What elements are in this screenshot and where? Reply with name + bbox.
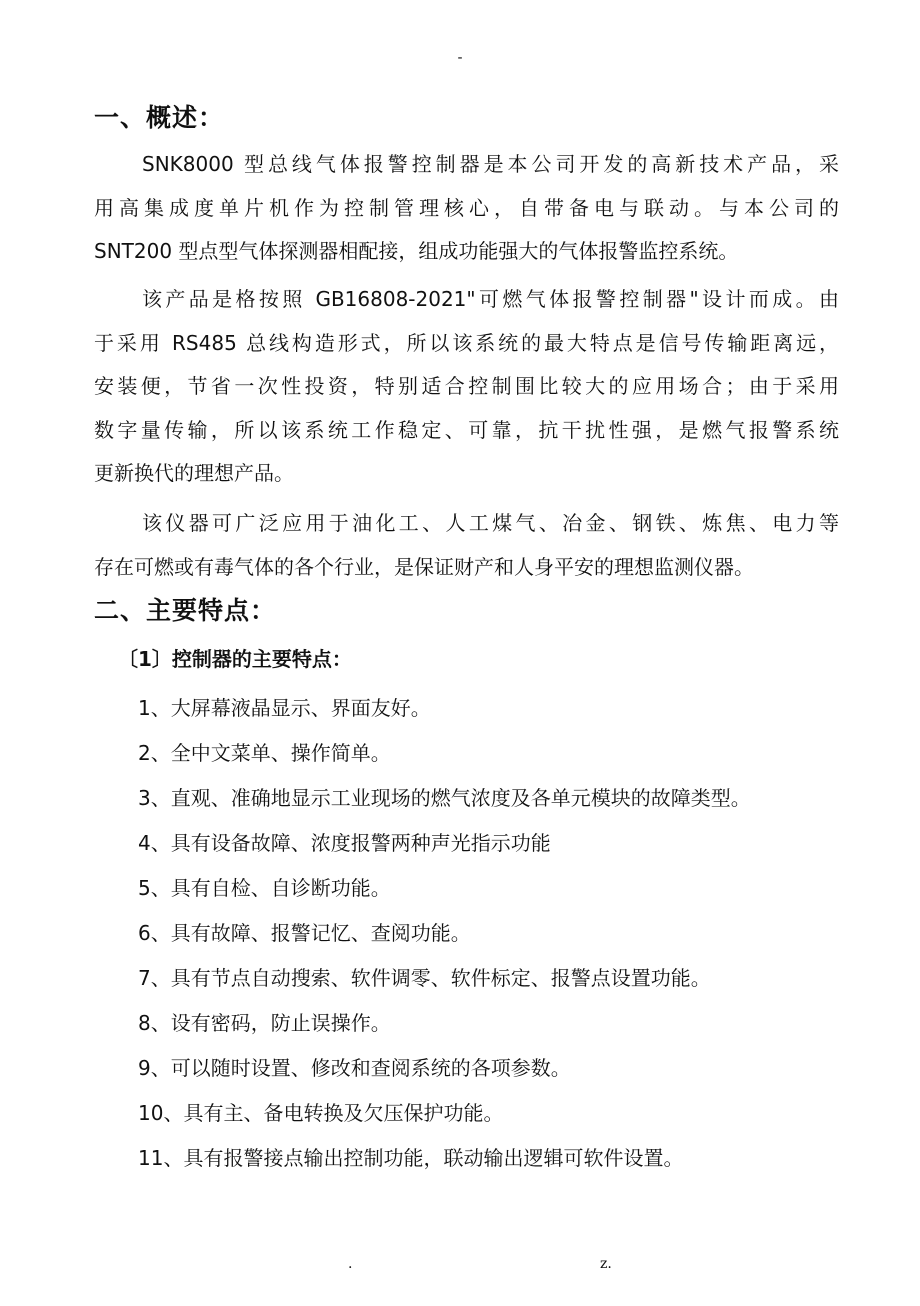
feature-item: 9、可以随时设置、修改和查阅系统的各项参数。 — [138, 1056, 571, 1080]
overview-paragraph-1 — [94, 143, 839, 274]
subheading-controller-features: 〔1〕控制器的主要特点： — [118, 647, 352, 671]
feature-item: 10、具有主、备电转换及欠压保护功能。 — [138, 1101, 504, 1125]
paragraph-line: 安装便，节省一次性投资，特别适合控制围比较大的应用场合；由于采用 — [94, 374, 839, 398]
paragraph-line: 于采用 RS485 总线构造形式，所以该系统的最大特点是信号传输距离远， — [94, 330, 839, 355]
feature-item: 3、直观、准确地显示工业现场的燃气浓度及各单元模块的故障类型。 — [138, 786, 751, 810]
page-header-mark: - — [457, 50, 463, 66]
feature-item: 5、具有自检、自诊断功能。 — [138, 876, 391, 900]
feature-list — [138, 686, 751, 1181]
page-footer — [0, 1256, 920, 1276]
footer-left-mark: . — [348, 1256, 353, 1272]
feature-item: 4、具有设备故障、浓度报警两种声光指示功能 — [138, 831, 551, 855]
section-heading-overview: 一、概述： — [94, 103, 225, 132]
paragraph-line: 该仪器可广泛应用于油化工、人工煤气、冶金、钢铁、炼焦、电力等 — [142, 511, 839, 535]
overview-paragraph-2 — [94, 278, 839, 496]
paragraph-line: 该产品是格按照 GB16808-2021"可燃气体报警控制器"设计而成。由 — [142, 287, 839, 311]
overview-paragraph-3 — [94, 502, 839, 589]
paragraph-line: SNT200 型点型气体探测器相配接，组成功能强大的气体报警监控系统。 — [94, 239, 739, 263]
feature-item: 6、具有故障、报警记忆、查阅功能。 — [138, 921, 471, 945]
paragraph-line: 用高集成度单片机作为控制管理核心，自带备电与联动。与本公司的 — [94, 195, 839, 220]
feature-item: 11、具有报警接点输出控制功能，联动输出逻辑可软件设置。 — [138, 1146, 684, 1170]
feature-item: 7、具有节点自动搜索、软件调零、软件标定、报警点设置功能。 — [138, 966, 711, 990]
feature-item: 1、大屏幕液晶显示、界面友好。 — [138, 696, 431, 720]
paragraph-line: 存在可燃或有毒气体的各个行业，是保证财产和人身平安的理想监测仪器。 — [94, 554, 754, 579]
feature-item: 8、设有密码，防止误操作。 — [138, 1011, 391, 1035]
feature-item: 2、全中文菜单、操作简单。 — [138, 741, 391, 765]
paragraph-line: SNK8000 型总线气体报警控制器是本公司开发的高新技术产品，采 — [142, 152, 839, 176]
paragraph-line: 更新换代的理想产品。 — [94, 461, 294, 485]
footer-right-mark: z. — [600, 1256, 612, 1272]
paragraph-line: 数字量传输，所以该系统工作稳定、可靠，抗干扰性强，是燃气报警系统 — [94, 417, 839, 442]
section-heading-features: 二、主要特点： — [94, 596, 277, 625]
